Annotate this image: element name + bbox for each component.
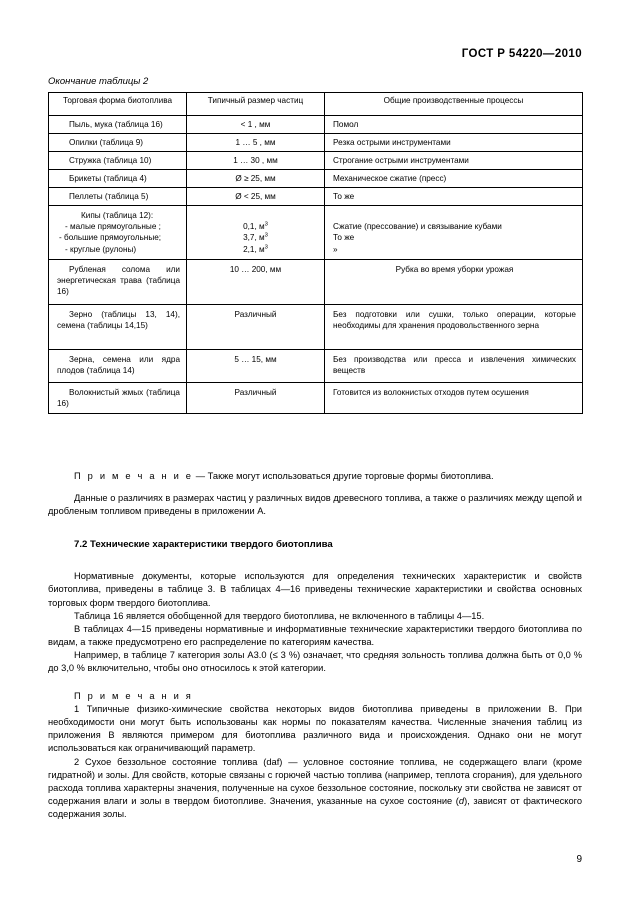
paragraph-3: В таблицах 4—15 приведены нормативные и информативные технические характеристики твердого биотоплива по видам, а также предусмотрено его распределение по категориям качества. xyxy=(48,623,582,648)
cell-size: 1 … 5 , мм xyxy=(235,138,276,148)
page-number: 9 xyxy=(576,854,582,865)
note-item-1: 1 Типичные физико-химические свойства некоторых видов биотоплива приведены в приложении В. При необходимости они могут быть использованы как нормы по показателям качества. Численные значения таблиц из приложения В являются примером для биотоплива различного вида и происхождения. Однако они не могут использоваться как ограничивающий параметр. xyxy=(48,703,582,754)
bales-item-small: - малые прямоугольные ; xyxy=(65,222,161,232)
cell-form: Пыль, мука (таблица 16) xyxy=(69,120,163,129)
column-header-size: Типичный размер частиц xyxy=(207,96,304,105)
table-2-continuation xyxy=(48,92,582,414)
cell-form: Зерна, семена или ядра плодов (таблица 14) xyxy=(57,354,180,375)
cell-process: Механическое сжатие (пресс) xyxy=(333,174,447,184)
table-row-bales xyxy=(49,206,583,259)
bales-process-1: Сжатие (прессование) и связывание кубами xyxy=(333,222,502,232)
bales-size-round: 2,1, $м^3$ xyxy=(243,243,268,254)
paragraph-1: Нормативные документы, которые используются для определения технических характеристик и свойств биотоплива, приведены в таблице 3. В таблицах 4—16 приведены технические характеристики и свойства основных торговых форм твердого биотоплива. xyxy=(48,571,582,608)
standard-header: ГОСТ Р 54220—2010 xyxy=(461,48,582,60)
cell-size: < 1 , мм xyxy=(240,120,271,129)
table-row xyxy=(49,188,583,206)
cell-process: Строгание острыми инструментами xyxy=(333,156,469,166)
cell-process: Без производства или пресса и извлечения химических веществ xyxy=(333,354,576,375)
note-2-symbol: d xyxy=(458,796,465,807)
cell-size-bales xyxy=(187,206,324,258)
cell-process-bales xyxy=(325,206,582,258)
column-header-process: Общие производственные процессы xyxy=(383,96,524,105)
cell-process: Помол xyxy=(333,120,359,129)
cell-size: Ø ≥ 25, мм xyxy=(235,174,276,184)
cell-size: 1 … 30 , мм xyxy=(233,156,278,166)
table-row xyxy=(49,116,583,134)
table-header-row xyxy=(49,93,583,116)
table-row xyxy=(49,134,583,152)
bales-size-large: 3,7, $м^3$ xyxy=(243,232,268,243)
cell-process: То же xyxy=(333,192,355,202)
cell-form: Зерно (таблицы 13, 14), семена (таблицы 14,15) xyxy=(57,309,180,330)
cell-process: Резка острыми инструментами xyxy=(333,138,451,148)
notes-label: П р и м е ч а н и я xyxy=(74,690,194,701)
cell-size: Различный xyxy=(234,309,277,319)
note-label: П р и м е ч а н и е xyxy=(74,471,194,481)
table-row xyxy=(49,382,583,413)
table-caption: Окончание таблицы 2 xyxy=(48,76,149,87)
bales-item-large: - большие прямоугольные; xyxy=(59,233,162,243)
note-paragraph xyxy=(48,470,582,483)
cell-process: Готовится из волокнистых отходов путем осушения xyxy=(333,387,529,397)
bales-process-3: » xyxy=(333,244,338,254)
table-row xyxy=(49,304,583,349)
cell-size: 5 … 15, мм xyxy=(234,354,277,364)
cell-size: 10 … 200, мм xyxy=(229,264,282,274)
paragraph-4: Например, в таблице 7 категория золы А3.0 (≤ 3 %) означает, что средняя зольность топлива должна быть от 0,0 % до 3,0 % включительно, чтобы оно относилось к этой категории. xyxy=(48,650,582,674)
cell-size: Различный xyxy=(234,387,277,397)
cell-form: Стружка (таблица 10) xyxy=(69,156,152,166)
cell-form: Волокнистый жмых (таблица 16) xyxy=(57,387,180,408)
cell-form-bales xyxy=(49,206,186,258)
note-item-2: 2 Сухое беззольное состояние топлива (daf) — условное состояние топлива, не содержащего влаги (кроме гидратной) и золы. Для свойств, которые связаны с горючей частью топлива (например, теплота сгорания), для удельного расхода топлива характерны значения, полученные на сухое беззольное состояние, поскольку эти свойства не зависят от содержания влаги и золы в твердом биотопливе. Значения, указанные на сухое состояние (d), зависят от фактического содержания золы. xyxy=(48,756,583,820)
cell-process: Рубка во время уборки урожая xyxy=(395,264,514,274)
note-text: — Также могут использоваться другие торговые формы биотоплива. xyxy=(193,471,494,481)
cell-form: Брикеты (таблица 4) xyxy=(69,174,147,184)
bales-process-2: То же xyxy=(333,233,355,243)
paragraph-after-note: Данные о различиях в размерах частиц у различных видов древесного топлива, а также о различиях между щепой и дробленым топливом приведены в приложении А. xyxy=(48,493,582,517)
bales-item-round: - круглые (рулоны) xyxy=(65,244,137,254)
cell-form: Рубленая солома или энергетическая трава (таблица 16) xyxy=(57,264,180,296)
cell-form: Пеллеты (таблица 5) xyxy=(69,192,149,202)
column-header-form: Торговая форма биотоплива xyxy=(62,96,173,105)
bales-size-small: 0,1, $м^3$ xyxy=(243,221,268,232)
table-row xyxy=(49,170,583,188)
body-content xyxy=(48,470,582,822)
cell-size: Ø < 25, мм xyxy=(235,192,276,202)
table-row xyxy=(49,152,583,170)
paragraph-2: Таблица 16 является обобщенной для твердого биотоплива, не включенного в таблицы 4—15. xyxy=(74,610,485,621)
table-row xyxy=(49,259,583,304)
cell-process: Без подготовки или сушки, только операции, которые необходимы для хранения продовольственного зерна xyxy=(333,309,576,330)
table-row xyxy=(49,349,583,382)
cell-form: Опилки (таблица 9) xyxy=(69,138,143,148)
bales-title: Кипы (таблица 12): xyxy=(81,211,154,221)
section-heading-7-2: 7.2 Технические характеристики твердого биотоплива xyxy=(74,538,333,550)
